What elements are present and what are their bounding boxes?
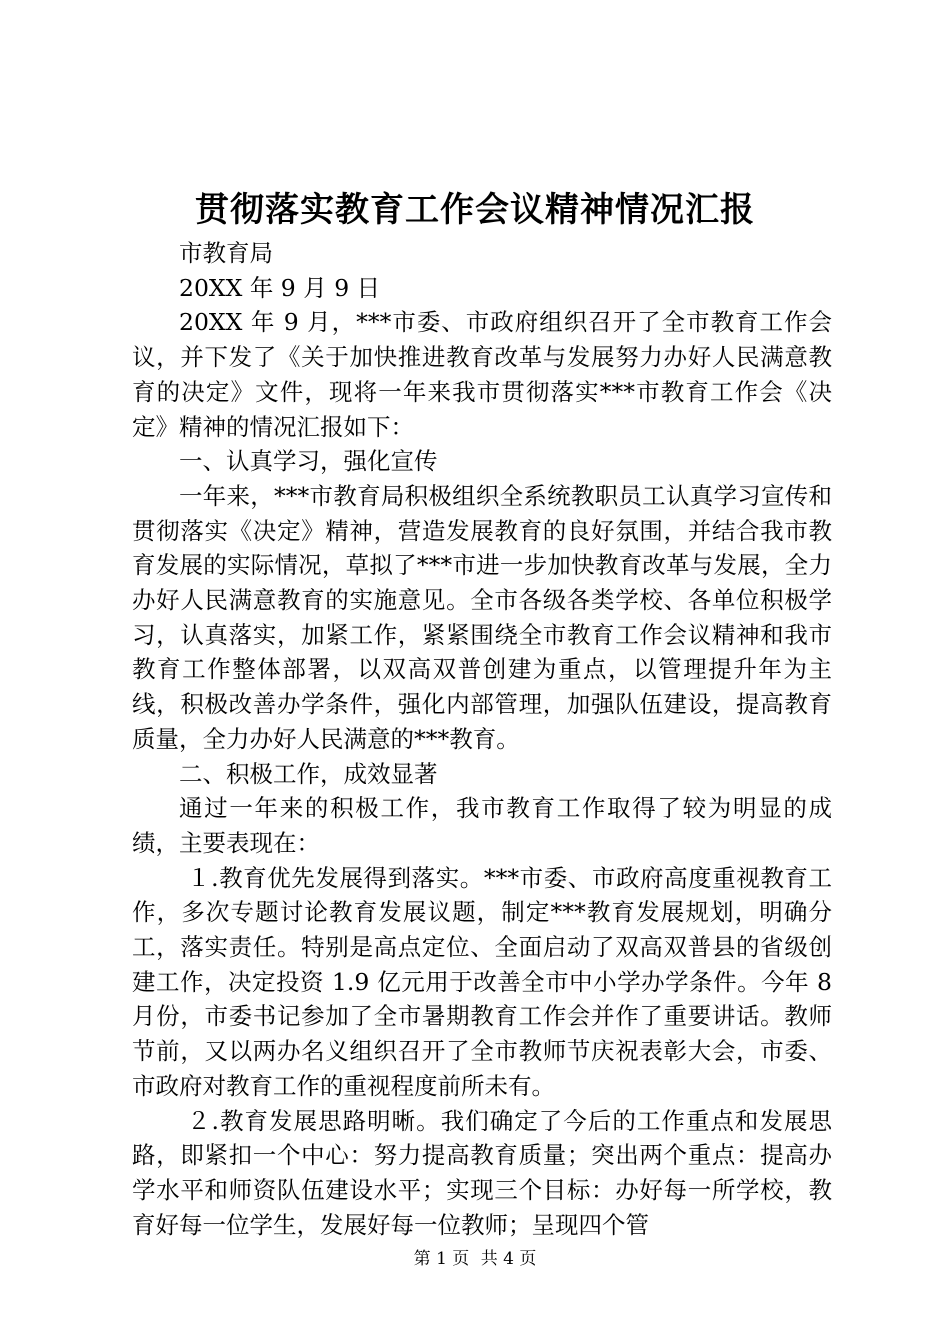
intro-paragraph: 20XX 年 9 月，***市委、市政府组织召开了全市教育工作会议，并下发了《关于加快推进教育改革与发展努力办好人民满意教育的决定》文件，现将一年来我市贯彻落实***市教育工作会《决定》精神的情况汇报如下： xyxy=(132,308,832,441)
page-footer xyxy=(0,1244,950,1269)
date-line: 20XX 年 9 月 9 日 xyxy=(179,273,381,302)
page-total: 共 4 页 xyxy=(480,1249,537,1269)
section-1-paragraph: 一年来，***市教育局积极组织全系统教职员工认真学习宣传和贯彻落实《决定》精神，营造发展教育的良好氛围，并结合我市教育发展的实际情况，草拟了***市进一步加快教育改革与发展，全力办好人民满意教育的实施意见。全市各级各类学校、各单位积极学习，认真落实，加紧工作，紧紧围绕全市教育工作会议精神和我市教育工作整体部署，以双高双普创建为重点，以管理提升年为主线，积极改善办学条件，强化内部管理，加强队伍建设，提高教育质量，全力办好人民满意的***教育。 xyxy=(132,481,832,753)
page-number: 第 1 页 xyxy=(413,1249,470,1269)
point-2-paragraph: ２.教育发展思路明晰。我们确定了今后的工作重点和发展思路，即紧扣一个中心：努力提高教育质量；突出两个重点：提高办学水平和师资队伍建设水平；实现三个目标：办好每一所学校，教育好每一位学生，发展好每一位教师；呈现四个管 xyxy=(132,1106,832,1239)
section-heading-1: 一、认真学习，强化宣传 xyxy=(179,447,438,476)
author-line: 市教育局 xyxy=(179,239,273,267)
section-2-intro-paragraph: 通过一年来的积极工作，我市教育工作取得了较为明显的成绩，主要表现在： xyxy=(132,794,832,857)
document-body xyxy=(132,236,832,1242)
document-title: 贯彻落实教育工作会议精神情况汇报 xyxy=(195,190,755,230)
point-1-paragraph: １.教育优先发展得到落实。***市委、市政府高度重视教育工作，多次专题讨论教育发展议题，制定***教育发展规划，明确分工，落实责任。特别是高点定位、全面启动了双高双普县的省级创建工作，决定投资 1.9 亿元用于改善全市中小学办学条件。今年 8 月份，市委书记参加了全市暑期教育工作会并作了重要讲话。教师节前，又以两办名义组织召开了全市教师节庆祝表彰大会，市委、市政府对教育工作的重视程度前所未有。 xyxy=(132,863,832,1100)
section-heading-2: 二、积极工作，成效显著 xyxy=(179,759,438,788)
